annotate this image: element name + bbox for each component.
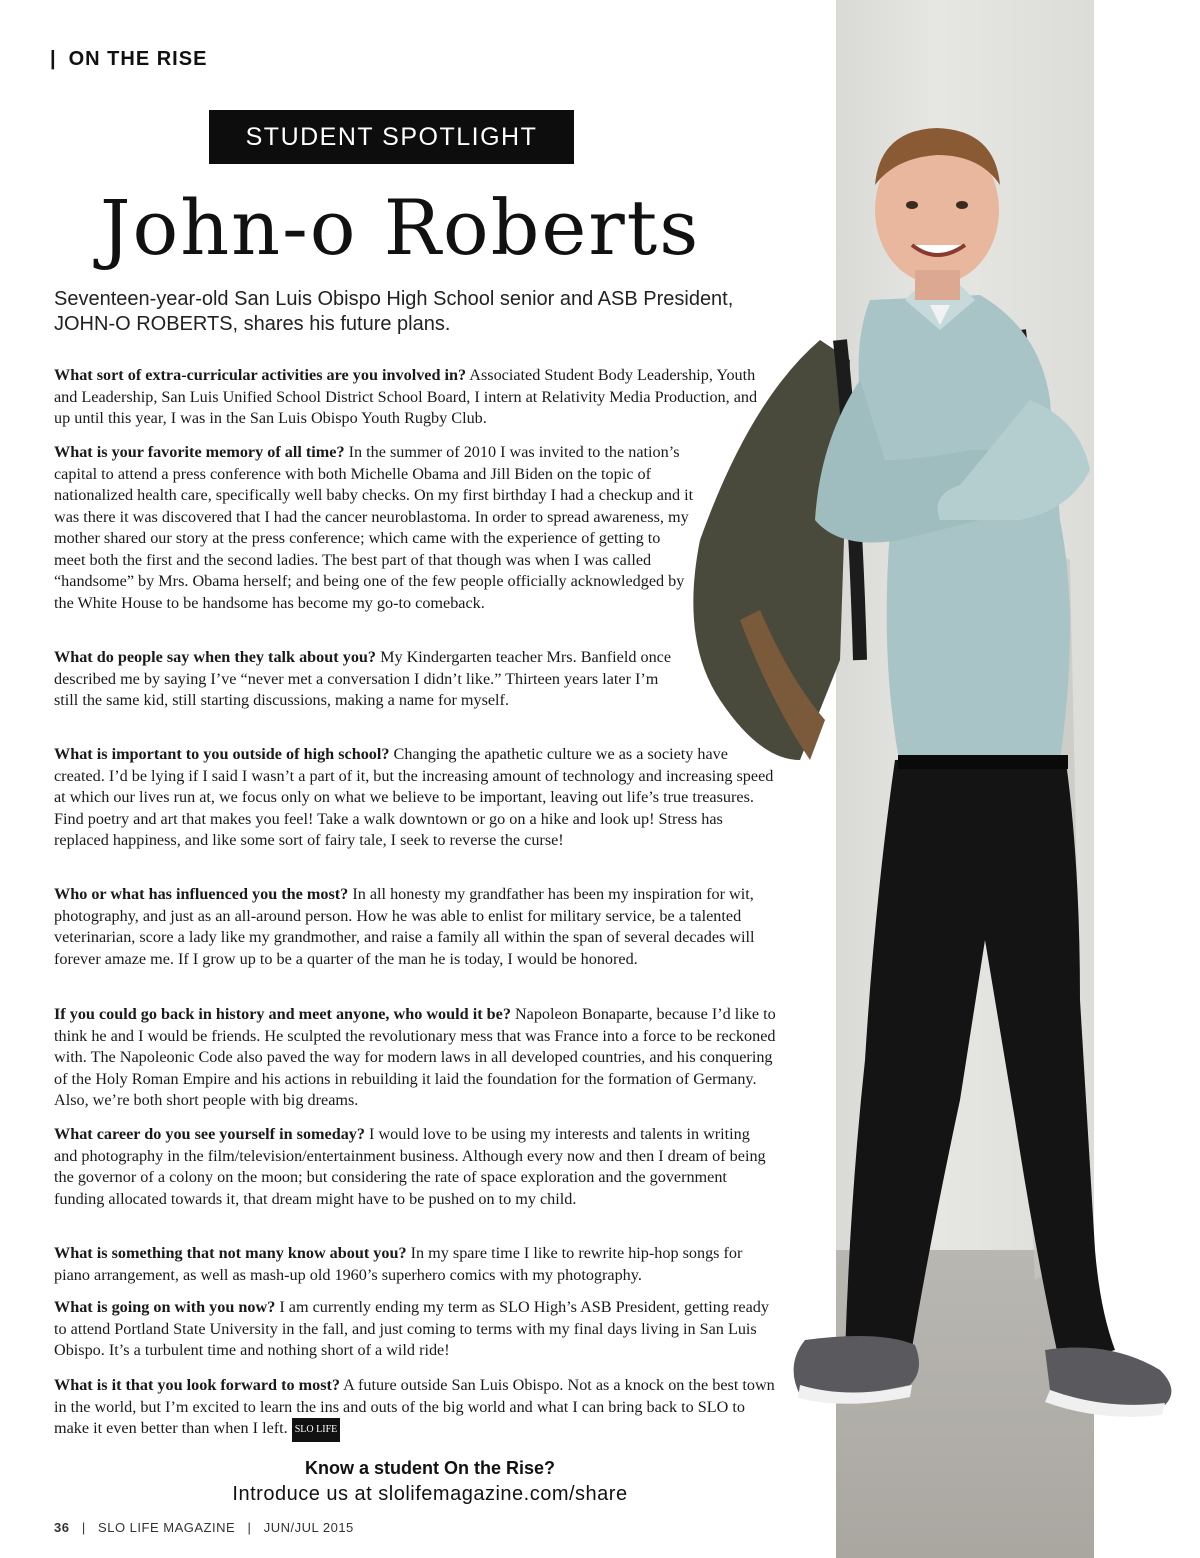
qa-answer: In all honesty my grandfather has been my inspiration for wit, photography, and just as an all-around person. How he was able to enlist for military service, be a talented veterinarian, score a lady like my grandmother, and raise a family all within the span of several decades will forever amaze me. If I grow up to be a quarter of the man he is today, I would be honored. [54,885,755,968]
end-mark-badge: SLO LIFE [292,1418,341,1442]
magazine-name: SLO LIFE MAGAZINE [98,1520,236,1535]
qa-question: What sort of extra-curricular activities are you involved in? [54,366,467,384]
qa-answer: Associated Student Body Leadership, Youth and Leadership, San Luis Unified School District School Board, I intern at Relativity Media Production, and up until this year, I was in the San Luis Obispo Youth Rugby Club. [54,366,758,427]
qa-answer: In my spare time I like to rewrite hip-hop songs for piano arrangement, as well as mash-up old 1960’s superhero comics with my photography. [54,1244,743,1284]
call-to-action [170,1456,690,1508]
qa-paragraph [54,744,776,852]
qa-paragraph [54,1375,776,1442]
qa-paragraph [54,884,776,970]
qa-question: Who or what has influenced you the most? [54,885,349,903]
qa-answer: My Kindergarten teacher Mrs. Banfield once described me by saying I’ve “never met a conversation I didn’t like.” Thirteen years later I’m still the same kid, still starting discussions, making a name for myself. [54,648,672,709]
page-title: John-o Roberts [100,183,701,272]
page-footer [54,1520,354,1535]
qa-question: If you could go back in history and meet anyone, who would it be? [54,1005,511,1023]
section-bar: | [50,48,57,70]
qa-paragraph [54,442,694,614]
qa-paragraph [54,365,776,430]
qa-question: What is your favorite memory of all time? [54,443,345,461]
qa-paragraph [54,1124,776,1210]
qa-answer: A future outside San Luis Obispo. Not as a knock on the best town in the world, but I’m excited to learn the ins and outs of the big world and what I can bring back to SLO to make it even better than when I left. [54,1376,775,1437]
footer-separator: | [81,1520,86,1535]
issue-date: JUN/JUL 2015 [263,1520,354,1535]
spotlight-banner: STUDENT SPOTLIGHT [209,110,574,164]
qa-question: What is something that not many know about you? [54,1244,407,1262]
qa-paragraph [54,647,684,712]
cta-heading: Know a student On the Rise? [304,1458,555,1478]
qa-paragraph [54,1297,776,1362]
intro-paragraph: Seventeen-year-old San Luis Obispo High School senior and ASB President, JOHN-O ROBERTS, shares his future plans. [54,288,734,335]
cta-link[interactable]: Introduce us at slolifemagazine.com/share [232,1483,628,1505]
section-label [50,48,207,71]
qa-answer: Changing the apathetic culture we as a society have created. I’d be lying if I said I wasn’t a part of it, but the increasing amount of technology and increasing speed at which our lives run at, we focus only on what we believe to be important, leaving out life’s true treasures. Find poetry and art that makes you feel! Take a walk downtown or go on a hike and look up! Stress has replaced happiness, and like some sort of fairy tale, I seek to reverse the curse! [54,745,774,849]
qa-question: What is going on with you now? [54,1298,276,1316]
section-name: ON THE RISE [68,48,208,70]
qa-answer: I am currently ending my term as SLO High’s ASB President, getting ready to attend Portland State University in the fall, and just coming to terms with my final days living in San Luis Obispo. It’s a turbulent time and nothing short of a wild ride! [54,1298,769,1359]
qa-question: What is it that you look forward to most? [54,1376,340,1394]
page-number: 36 [54,1520,70,1535]
qa-answer: In the summer of 2010 I was invited to the nation’s capital to attend a press conference with both Michelle Obama and Jill Biden on the topic of nationalized health care, specifically well baby checks. On my first birthday I had a checkup and it was there it was discovered that I had the cancer neuroblastoma. In order to spread awareness, my mother shared our story at the press conference; which came with the experience of getting to meet both the first and the second ladies. The best part of that though was when I was called “handsome” by Mrs. Obama herself; and being one of the few people officially acknowledged by the White House to be handsome has become my go-to comeback. [54,443,694,612]
qa-question: What do people say when they talk about you? [54,648,377,666]
qa-answer: I would love to be using my interests and talents in writing and photography in the film/television/entertainment business. Although every now and then I dream of being the governor of a colony on the moon; but considering the rate of space exploration and the government funding allocated towards it, that dream might have to be pushed on to my child. [54,1125,766,1208]
qa-paragraph [54,1243,776,1286]
footer-separator: | [247,1520,252,1535]
qa-paragraph [54,1004,776,1112]
qa-question: What is important to you outside of high school? [54,745,390,763]
qa-question: What career do you see yourself in someday? [54,1125,365,1143]
qa-answer: Napoleon Bonaparte, because I’d like to think he and I would be friends. He sculpted the revolutionary mess that was France into a force to be reckoned with. The Napoleonic Code also paved the way for modern laws in all developed countries, and his conquering of the Holy Roman Empire and his actions in rebuilding it laid the foundation for the formation of Germany. Also, we’re both short people with big dreams. [54,1005,776,1109]
